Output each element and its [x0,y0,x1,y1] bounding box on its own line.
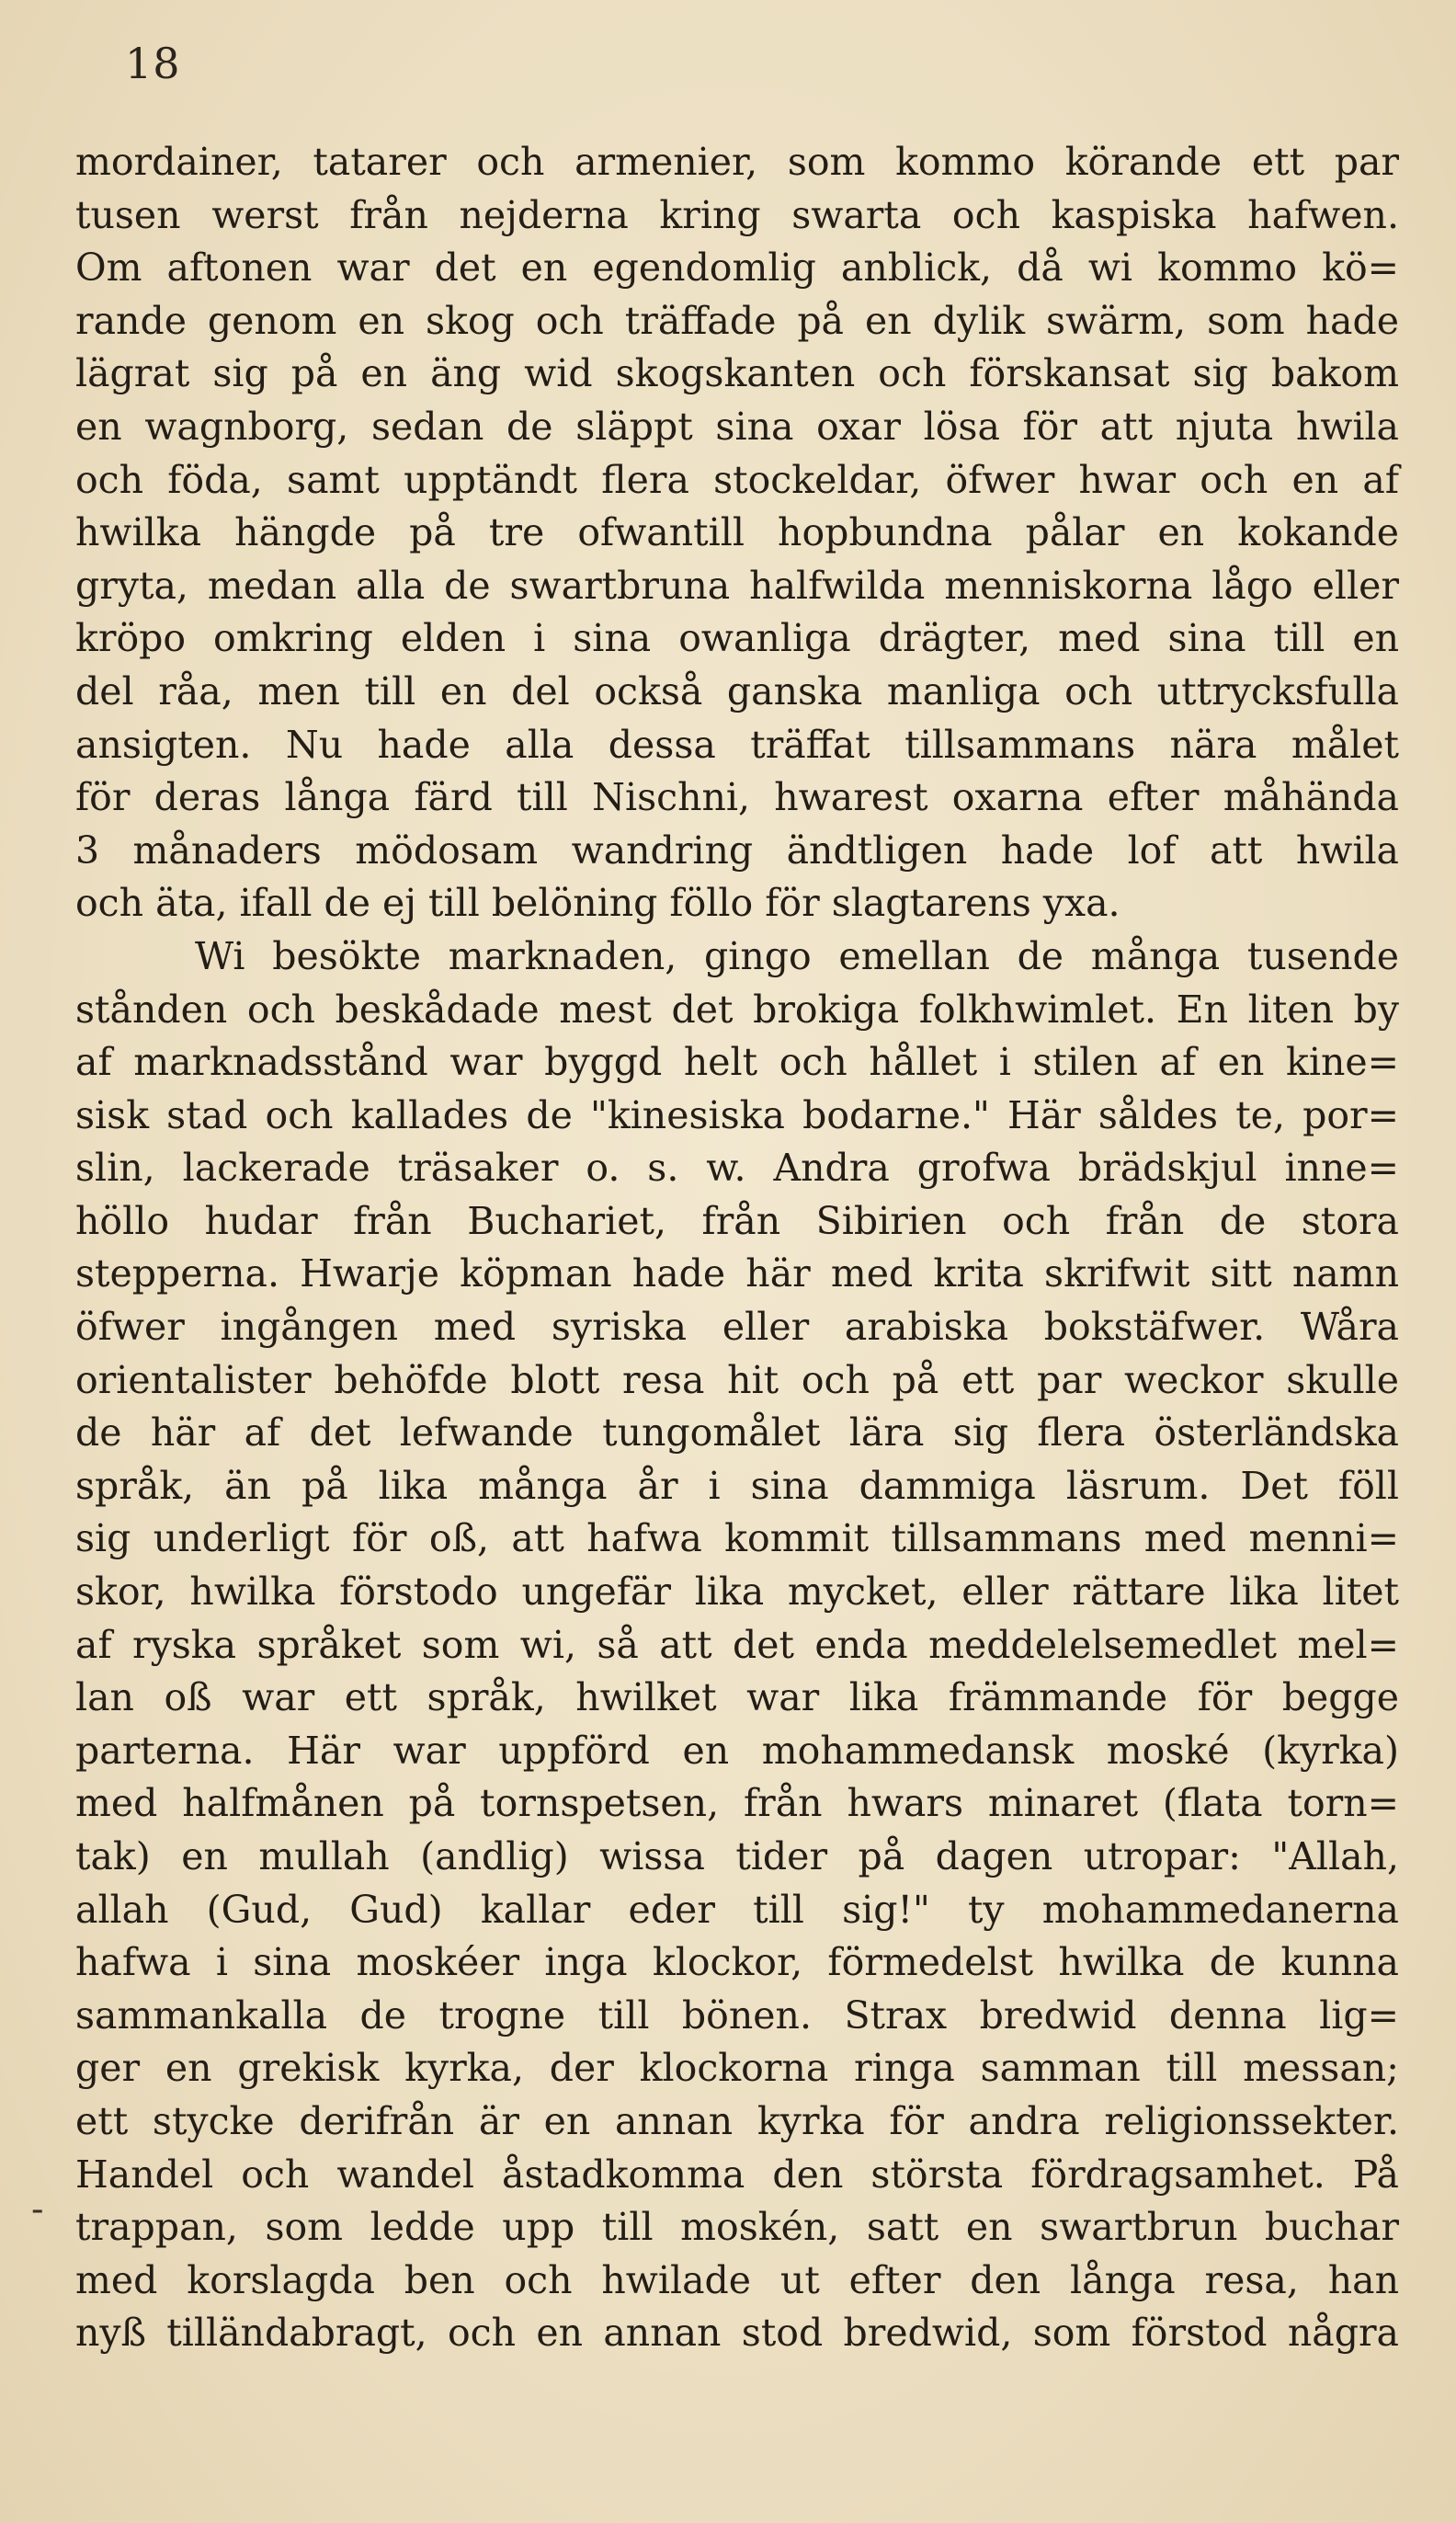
text-line: för deras långa färd till Nischni, hwarest oxarna efter måhända [75,775,1399,820]
text-line: orientalister behöfde blott resa hit och på ett par weckor skulle [75,1357,1399,1402]
text-line: af marknadsstånd war byggd helt och hållet i stilen af en kine= [75,1040,1399,1085]
text-line: lan oß war ett språk, hwilket war lika främmande för begge [75,1675,1399,1720]
text-line: Om aftonen war det en egendomlig anblick, då wi kommo kö= [75,245,1399,291]
text-line: hwilka hängde på tre ofwantill hopbundna pålar en kokande [75,510,1399,555]
text-line: ett stycke derifrån är en annan kyrka för andra religionssekter. [75,2098,1399,2143]
text-line: rande genom en skog och träffade på en dylik swärm, som hade [75,298,1399,343]
text-line: kröpo omkring elden i sina owanliga drägter, med sina till en [75,616,1399,661]
body-text [75,136,1399,2360]
text-line: sammankalla de trogne till bönen. Strax bredwid denna lig= [75,1992,1399,2038]
text-line: med halfmånen på tornspetsen, från hwars minaret (flata torn= [75,1781,1399,1826]
text-line: tusen werst från nejderna kring swarta och kaspiska hafwen. [75,192,1399,237]
text-line: mordainer, tatarer och armenier, som kommo körande ett par [75,140,1399,184]
text-line: del råa, men till en del också ganska manliga och uttrycksfulla [75,668,1399,714]
text-line: allah (Gud, Gud) kallar eder till sig!" ty mohammedanerna [75,1887,1399,1932]
text-line: en wagnborg, sedan de släppt sina oxar lösa för att njuta hwila [75,404,1399,449]
text-line: af ryska språket som wi, så att det enda meddelelsemedlet mel= [75,1622,1399,1667]
text-line: stånden och beskådade mest det brokiga folkhwimlet. En liten by [75,987,1399,1032]
text-line: parterna. Här war uppförd en mohammedansk moské (kyrka) [75,1728,1399,1773]
text-line: de här af det lefwande tungomålet lära sig flera österländska [75,1410,1399,1456]
text-line: nyß tilländabragt, och en annan stod bredwid, som förstod några [75,2311,1399,2356]
text-line: öfwer ingången med syriska eller arabiska bokstäfwer. Wåra [75,1305,1399,1350]
text-line: sisk stad och kallades de "kinesiska bodarne." Här såldes te, por= [75,1092,1399,1137]
text-line: sig underligt för oß, att hafwa kommit tillsammans med menni= [75,1516,1399,1561]
text-line: hafwa i sina moskéer inga klockor, förmedelst hwilka de kunna [75,1940,1399,1985]
margin-mark: - [31,2188,44,2231]
text-line: stepperna. Hwarje köpman hade här med krita skrifwit sitt namn [75,1251,1399,1296]
text-line: lägrat sig på en äng wid skogskanten och förskansat sig bakom [75,351,1399,396]
text-line: och föda, samt upptändt flera stockeldar, öfwer hwar och en af [75,457,1399,502]
text-line: slin, lackerade träsaker o. s. w. Andra grofwa brädskjul inne= [75,1146,1399,1191]
text-line: ger en grekisk kyrka, der klockorna ringa samman till messan; [75,2046,1399,2091]
text-line: trappan, som ledde upp till moskén, satt en swartbrun buchar [75,2205,1399,2250]
text-line: med korslagda ben och hwilade ut efter den långa resa, han [75,2257,1399,2302]
text-line: Wi besökte marknaden, gingo emellan de många tusende [195,933,1399,978]
text-line: Handel och wandel åstadkomma den största fördragsamhet. På [75,2152,1399,2197]
text-line: skor, hwilka förstodo ungefär lika mycket, eller rättare lika litet [75,1570,1399,1615]
text-line: tak) en mullah (andlig) wissa tider på dagen utropar: "Allah, [75,1834,1399,1878]
text-line: ansigten. Nu hade alla dessa träffat tillsammans nära målet [75,722,1399,767]
text-line: gryta, medan alla de swartbruna halfwilda menniskorna lågo eller [75,563,1399,608]
text-line: språk, än på lika många år i sina dammiga läsrum. Det föll [75,1463,1399,1508]
text-line: 3 månaders mödosam wandring ändtligen hade lof att hwila [75,828,1399,873]
text-line: och äta, ifall de ej till belöning föllo för slagtarens yxa. [75,881,1120,926]
text-line: höllo hudar från Buchariet, från Sibirien och från de stora [75,1198,1399,1243]
page-number: 18 [125,39,181,88]
